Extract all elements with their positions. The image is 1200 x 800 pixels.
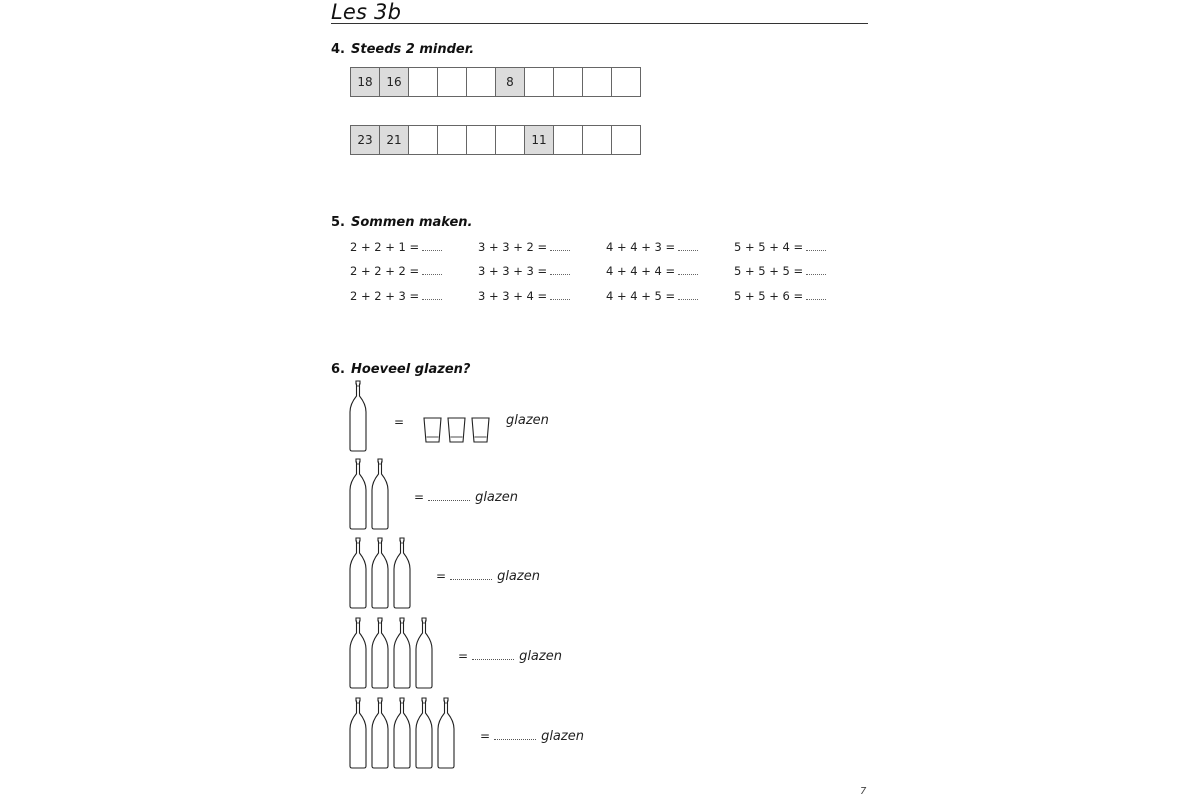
sum-item [478, 264, 570, 278]
sum-expression: 4 + 4 + 5 = [606, 289, 676, 303]
equals-sign: = [414, 490, 425, 504]
bottle-group [348, 697, 456, 769]
sum-item [350, 240, 442, 254]
number-cell: 18 [351, 67, 380, 97]
number-cell[interactable] [612, 125, 641, 155]
page-number: 7 [860, 786, 867, 797]
sum-expression: 3 + 3 + 2 = [478, 240, 548, 254]
bottle-icon [370, 697, 390, 769]
number-cell: 23 [351, 125, 380, 155]
bottle-icon [414, 617, 434, 689]
glazen-label: glazen [541, 729, 584, 744]
bottle-icon [348, 537, 368, 609]
glasses-answer-line [414, 490, 518, 505]
sum-expression: 2 + 2 + 1 = [350, 240, 420, 254]
glazen-label: glazen [475, 490, 518, 505]
sum-expression: 5 + 5 + 4 = [734, 240, 804, 254]
glass-icon [471, 417, 490, 443]
number-row-2 [350, 125, 641, 155]
sum-item [350, 289, 442, 303]
answer-blank[interactable] [428, 491, 470, 501]
bottle-icon [392, 617, 412, 689]
number-row-1 [350, 67, 641, 97]
equals-sign: = [458, 649, 469, 663]
title-rule [331, 23, 868, 24]
glasses-answer-line [458, 649, 562, 664]
number-cell: 16 [380, 67, 409, 97]
sum-item [606, 264, 698, 278]
glass-icon [447, 417, 466, 443]
exercise-6-heading [331, 362, 470, 377]
glasses-answer-line [480, 729, 584, 744]
number-cell[interactable] [612, 67, 641, 97]
example-bottle-group [348, 380, 368, 452]
number-cell[interactable] [409, 67, 438, 97]
number-cell[interactable] [583, 67, 612, 97]
number-cell[interactable] [438, 67, 467, 97]
number-cell: 21 [380, 125, 409, 155]
glass-icon [423, 417, 442, 443]
answer-blank[interactable] [806, 241, 826, 251]
exercise-4-heading [331, 42, 474, 57]
answer-blank[interactable] [450, 570, 492, 580]
exercise-5-heading [331, 215, 473, 230]
number-cell: 8 [496, 67, 525, 97]
sum-item [734, 289, 826, 303]
glasses-answer-line [436, 569, 540, 584]
number-cell[interactable] [467, 67, 496, 97]
bottle-icon [348, 458, 368, 530]
bottle-group [348, 617, 434, 689]
exercise-6-title: Hoeveel glazen? [351, 362, 471, 377]
answer-blank[interactable] [472, 650, 514, 660]
bottle-icon [436, 697, 456, 769]
glazen-label: glazen [519, 649, 562, 664]
number-cell[interactable] [554, 125, 583, 155]
sum-expression: 3 + 3 + 3 = [478, 264, 548, 278]
bottle-icon [414, 697, 434, 769]
exercise-4-number: 4. [331, 42, 345, 57]
answer-blank[interactable] [678, 241, 698, 251]
sum-item [606, 289, 698, 303]
exercise-6-number: 6. [331, 362, 345, 377]
number-cell[interactable] [583, 125, 612, 155]
number-cell[interactable] [409, 125, 438, 155]
number-cell[interactable] [467, 125, 496, 155]
bottle-icon [348, 380, 368, 452]
page-title: Les 3b [331, 0, 402, 24]
bottle-icon [348, 697, 368, 769]
bottle-icon [392, 697, 412, 769]
bottle-icon [370, 617, 390, 689]
sum-expression: 5 + 5 + 5 = [734, 264, 804, 278]
answer-blank[interactable] [422, 290, 442, 300]
bottle-icon [370, 458, 390, 530]
equals-sign: = [436, 569, 447, 583]
number-cell[interactable] [496, 125, 525, 155]
sum-item [606, 240, 698, 254]
equals-sign: = [480, 729, 491, 743]
exercise-4-title: Steeds 2 minder. [351, 42, 475, 57]
answer-blank[interactable] [678, 290, 698, 300]
sum-expression: 2 + 2 + 2 = [350, 264, 420, 278]
answer-blank[interactable] [806, 265, 826, 275]
sum-expression: 2 + 2 + 3 = [350, 289, 420, 303]
sum-item [350, 264, 442, 278]
number-cell[interactable] [554, 67, 583, 97]
example-equals: = [394, 415, 405, 429]
sum-expression: 4 + 4 + 4 = [606, 264, 676, 278]
bottle-group [348, 458, 390, 530]
sum-expression: 3 + 3 + 4 = [478, 289, 548, 303]
answer-blank[interactable] [550, 241, 570, 251]
bottle-icon [370, 537, 390, 609]
bottle-icon [348, 617, 368, 689]
answer-blank[interactable] [806, 290, 826, 300]
bottle-icon [392, 537, 412, 609]
exercise-5-number: 5. [331, 215, 345, 230]
answer-blank[interactable] [550, 265, 570, 275]
example-glasses [423, 417, 490, 443]
answer-blank[interactable] [422, 265, 442, 275]
sum-item [478, 240, 570, 254]
sum-expression: 5 + 5 + 6 = [734, 289, 804, 303]
sum-item [734, 264, 826, 278]
number-cell[interactable] [438, 125, 467, 155]
answer-blank[interactable] [550, 290, 570, 300]
sum-expression: 4 + 4 + 3 = [606, 240, 676, 254]
answer-blank[interactable] [678, 265, 698, 275]
sum-item [478, 289, 570, 303]
exercise-5-title: Sommen maken. [351, 215, 473, 230]
example-glazen-label: glazen [506, 413, 549, 428]
answer-blank[interactable] [494, 730, 536, 740]
sum-item [734, 240, 826, 254]
bottle-group [348, 537, 412, 609]
number-cell: 11 [525, 125, 554, 155]
answer-blank[interactable] [422, 241, 442, 251]
glazen-label: glazen [497, 569, 540, 584]
number-cell[interactable] [525, 67, 554, 97]
